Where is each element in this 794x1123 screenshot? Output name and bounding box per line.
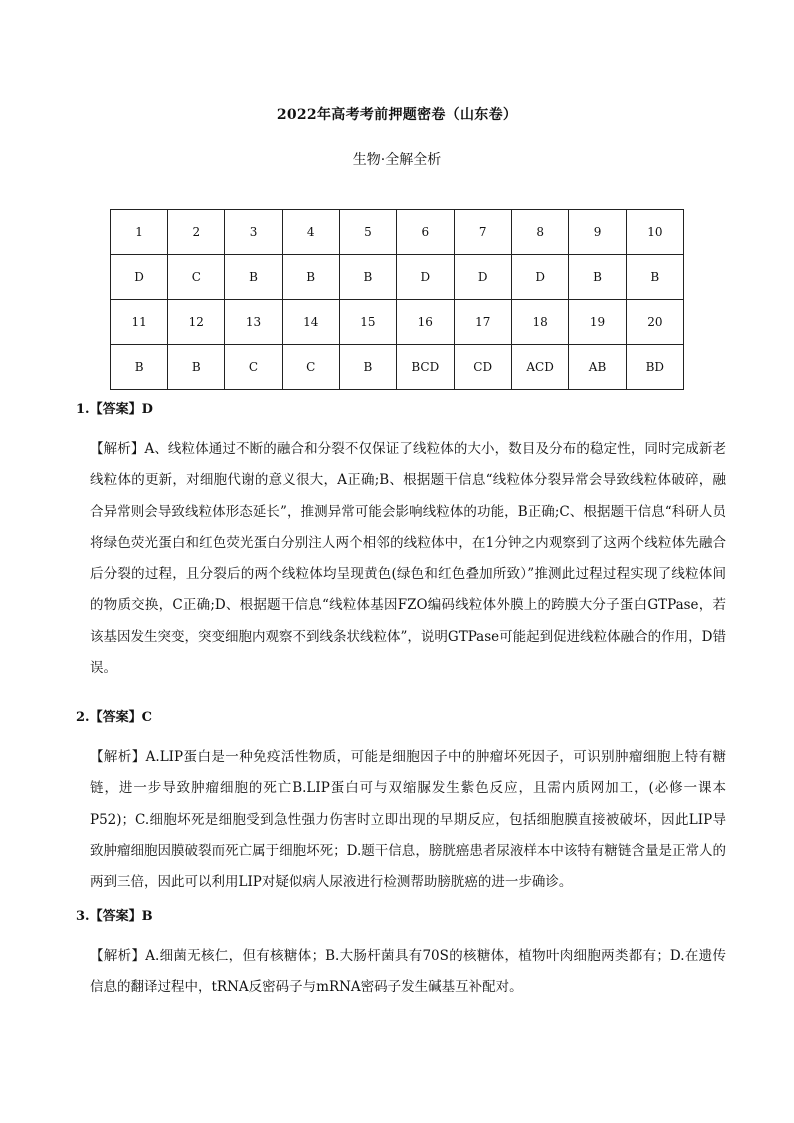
- answer-cell: D: [397, 255, 455, 300]
- answer-cell: B: [111, 345, 168, 390]
- answer-cell: ACD: [511, 345, 569, 390]
- question-number-cell: 7: [454, 210, 511, 255]
- answer-cell: D: [111, 255, 168, 300]
- answer-cell: B: [225, 255, 282, 300]
- answer-cell: D: [454, 255, 511, 300]
- answer-cell: AB: [569, 345, 626, 390]
- answer-cell: C: [282, 345, 339, 390]
- answer-cell: D: [511, 255, 569, 300]
- document-title: 2022年高考考前押题密卷（山东卷）: [276, 107, 518, 123]
- answer-cell: BD: [626, 345, 683, 390]
- question-number-cell: 14: [282, 300, 339, 345]
- question-number-cell: 17: [454, 300, 511, 345]
- question-number-cell: 5: [339, 210, 396, 255]
- question-2-answer: 2.【答案】C: [76, 710, 152, 725]
- question-number-row: [111, 300, 684, 345]
- question-1-explanation: 【解析】A、线粒体通过不断的融合和分裂不仅保证了线粒体的大小，数目及分布的稳定性，同时完成新老线粒体的更新，对细胞代谢的意义很大，A正确;B、根据题干信息“线粒体分裂异常会导致线粒体破碎，融合异常则会导致线粒体形态延长”，推测异常可能会影响线粒体的功能，B正确;C、根据题干信息“科研人员将绿色荧光蛋白和红色荧光蛋白分别注人两个相邻的线粒体中，在1分钟之内观察到了这两个线粒体先融合后分裂的过程，且分裂后的两个线粒体均呈现黄色(绿色和红色叠加所致）”推测此过程过程实现了线粒体间的物质交换，C正确;D、根据题干信息“线粒体基因FZO编码线粒体外膜上的跨膜大分子蛋白GTPase，若该基因发生突变，突变细胞内观察不到线条状线粒体”，说明GTPase可能起到促进线粒体融合的作用，D错误。: [90, 441, 726, 677]
- answer-cell: B: [569, 255, 626, 300]
- question-number-cell: 12: [168, 300, 225, 345]
- question-number-cell: 3: [225, 210, 282, 255]
- question-3-answer: 3.【答案】B: [76, 909, 153, 924]
- answer-cell: B: [168, 345, 225, 390]
- question-number-cell: 8: [511, 210, 569, 255]
- question-number-cell: 6: [397, 210, 455, 255]
- answer-cell: B: [626, 255, 683, 300]
- question-number-row: [111, 210, 684, 255]
- question-number-cell: 16: [397, 300, 455, 345]
- question-number-cell: 4: [282, 210, 339, 255]
- answer-cell: C: [225, 345, 282, 390]
- question-number-cell: 15: [339, 300, 396, 345]
- answer-cell: B: [282, 255, 339, 300]
- answer-cell: B: [339, 255, 396, 300]
- answer-table: [110, 209, 684, 390]
- question-number-cell: 2: [168, 210, 225, 255]
- answer-cell: C: [168, 255, 225, 300]
- question-number-cell: 11: [111, 300, 168, 345]
- question-number-cell: 1: [111, 210, 168, 255]
- answer-row: [111, 345, 684, 390]
- answer-row: [111, 255, 684, 300]
- question-3-explanation: 【解析】A.细菌无核仁，但有核糖体；B.大肠杆菌具有70S的核糖体，植物叶肉细胞两类都有；D.在遗传信息的翻译过程中，tRNA反密码子与mRNA密码子发生碱基互补配对。: [90, 948, 726, 996]
- question-number-cell: 13: [225, 300, 282, 345]
- question-number-cell: 9: [569, 210, 626, 255]
- question-number-cell: 18: [511, 300, 569, 345]
- document-subtitle: 生物·全解全析: [352, 152, 442, 168]
- question-number-cell: 19: [569, 300, 626, 345]
- question-2-explanation: 【解析】A.LIP蛋白是一种免疫活性物质，可能是细胞因子中的肿瘤坏死因子，可识别肿瘤细胞上特有糖链，进一步导致肿瘤细胞的死亡B.LIP蛋白可与双缩脲发生紫色反应，且需内质网加工，(必修一课本P52)；C.细胞坏死是细胞受到急性强力伤害时立即出现的早期反应，包括细胞膜直接被破坏，因此LIP导致肿瘤细胞因膜破裂而死亡属于细胞坏死；D.题干信息，膀胱癌患者尿液样本中该特有糖链含量是正常人的两到三倍，因此可以利用LIP对疑似病人尿液进行检测帮助膀胱癌的进一步确诊。: [90, 749, 726, 891]
- question-number-cell: 10: [626, 210, 683, 255]
- answer-cell: B: [339, 345, 396, 390]
- question-1-answer: 1.【答案】D: [76, 402, 153, 417]
- answer-cell: BCD: [397, 345, 455, 390]
- answer-cell: CD: [454, 345, 511, 390]
- question-number-cell: 20: [626, 300, 683, 345]
